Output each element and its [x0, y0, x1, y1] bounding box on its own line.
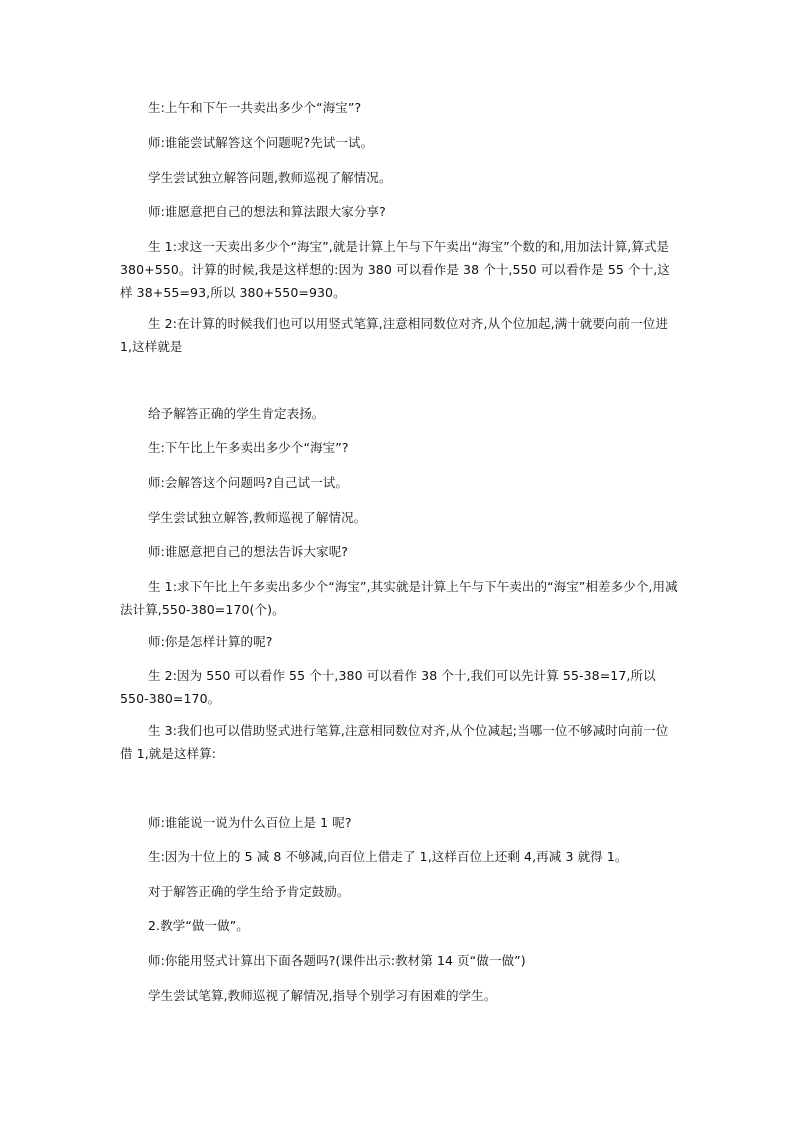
paragraph-14: 生 2:因为 550 可以看作 55 个十,380 可以看作 38 个十,我们可以先计算 55-38=17,所以 550-380=170。	[120, 668, 656, 706]
paragraph-16: 师:谁能说一说为什么百位上是 1 呢?	[148, 815, 352, 830]
paragraph-17: 生:因为十位上的 5 减 8 不够减,向百位上借走了 1,这样百位上还剩 4,再减 3 就得 1。	[148, 849, 628, 864]
paragraph-11: 师:谁愿意把自己的想法告诉大家呢?	[148, 544, 349, 559]
paragraph-15: 生 3:我们也可以借助竖式进行笔算,注意相同数位对齐,从个位减起;当哪一位不够减时向前一位借 1,就是这样算:	[120, 723, 669, 761]
paragraph-21: 学生尝试笔算,教师巡视了解情况,指导个别学习有困难的学生。	[148, 988, 497, 1003]
paragraph-5: 生 1:求这一天卖出多少个“海宝”,就是计算上午与下午卖出“海宝”个数的和,用加法计算,算式是 380+550。计算的时候,我是这样想的:因为 380 可以看作是 38 个十,550 可以看作是 55 个十,这样 38+55=93,所以 380+550=930。	[120, 239, 670, 300]
paragraph-9: 师:会解答这个问题吗?自己试一试。	[148, 475, 349, 490]
paragraph-19: 2.教学“做一做”。	[148, 918, 249, 933]
paragraph-6: 生 2:在计算的时候我们也可以用竖式笔算,注意相同数位对齐,从个位加起,满十就要向前一位进 1,这样就是	[120, 316, 669, 354]
paragraph-12: 生 1:求下午比上午多卖出多少个“海宝”,其实就是计算上午与下午卖出的“海宝”相差多少个,用减法计算,550-380=170(个)。	[120, 579, 678, 617]
paragraph-13: 师:你是怎样计算的呢?	[148, 634, 273, 649]
paragraph-4: 师:谁愿意把自己的想法和算法跟大家分享?	[148, 204, 386, 219]
paragraph-3: 学生尝试独立解答问题,教师巡视了解情况。	[148, 170, 392, 185]
paragraph-1: 生:上午和下午一共卖出多少个“海宝”?	[148, 100, 362, 115]
paragraph-8: 生:下午比上午多卖出多少个“海宝”?	[148, 440, 349, 455]
paragraph-7: 给予解答正确的学生肯定表扬。	[148, 406, 325, 421]
paragraph-2: 师:谁能尝试解答这个问题呢?先试一试。	[148, 135, 374, 150]
paragraph-20: 师:你能用竖式计算出下面各题吗?(课件出示:教材第 14 页“做一做”)	[148, 953, 526, 968]
paragraph-18: 对于解答正确的学生给予肯定鼓励。	[148, 884, 350, 899]
paragraph-10: 学生尝试独立解答,教师巡视了解情况。	[148, 510, 367, 525]
